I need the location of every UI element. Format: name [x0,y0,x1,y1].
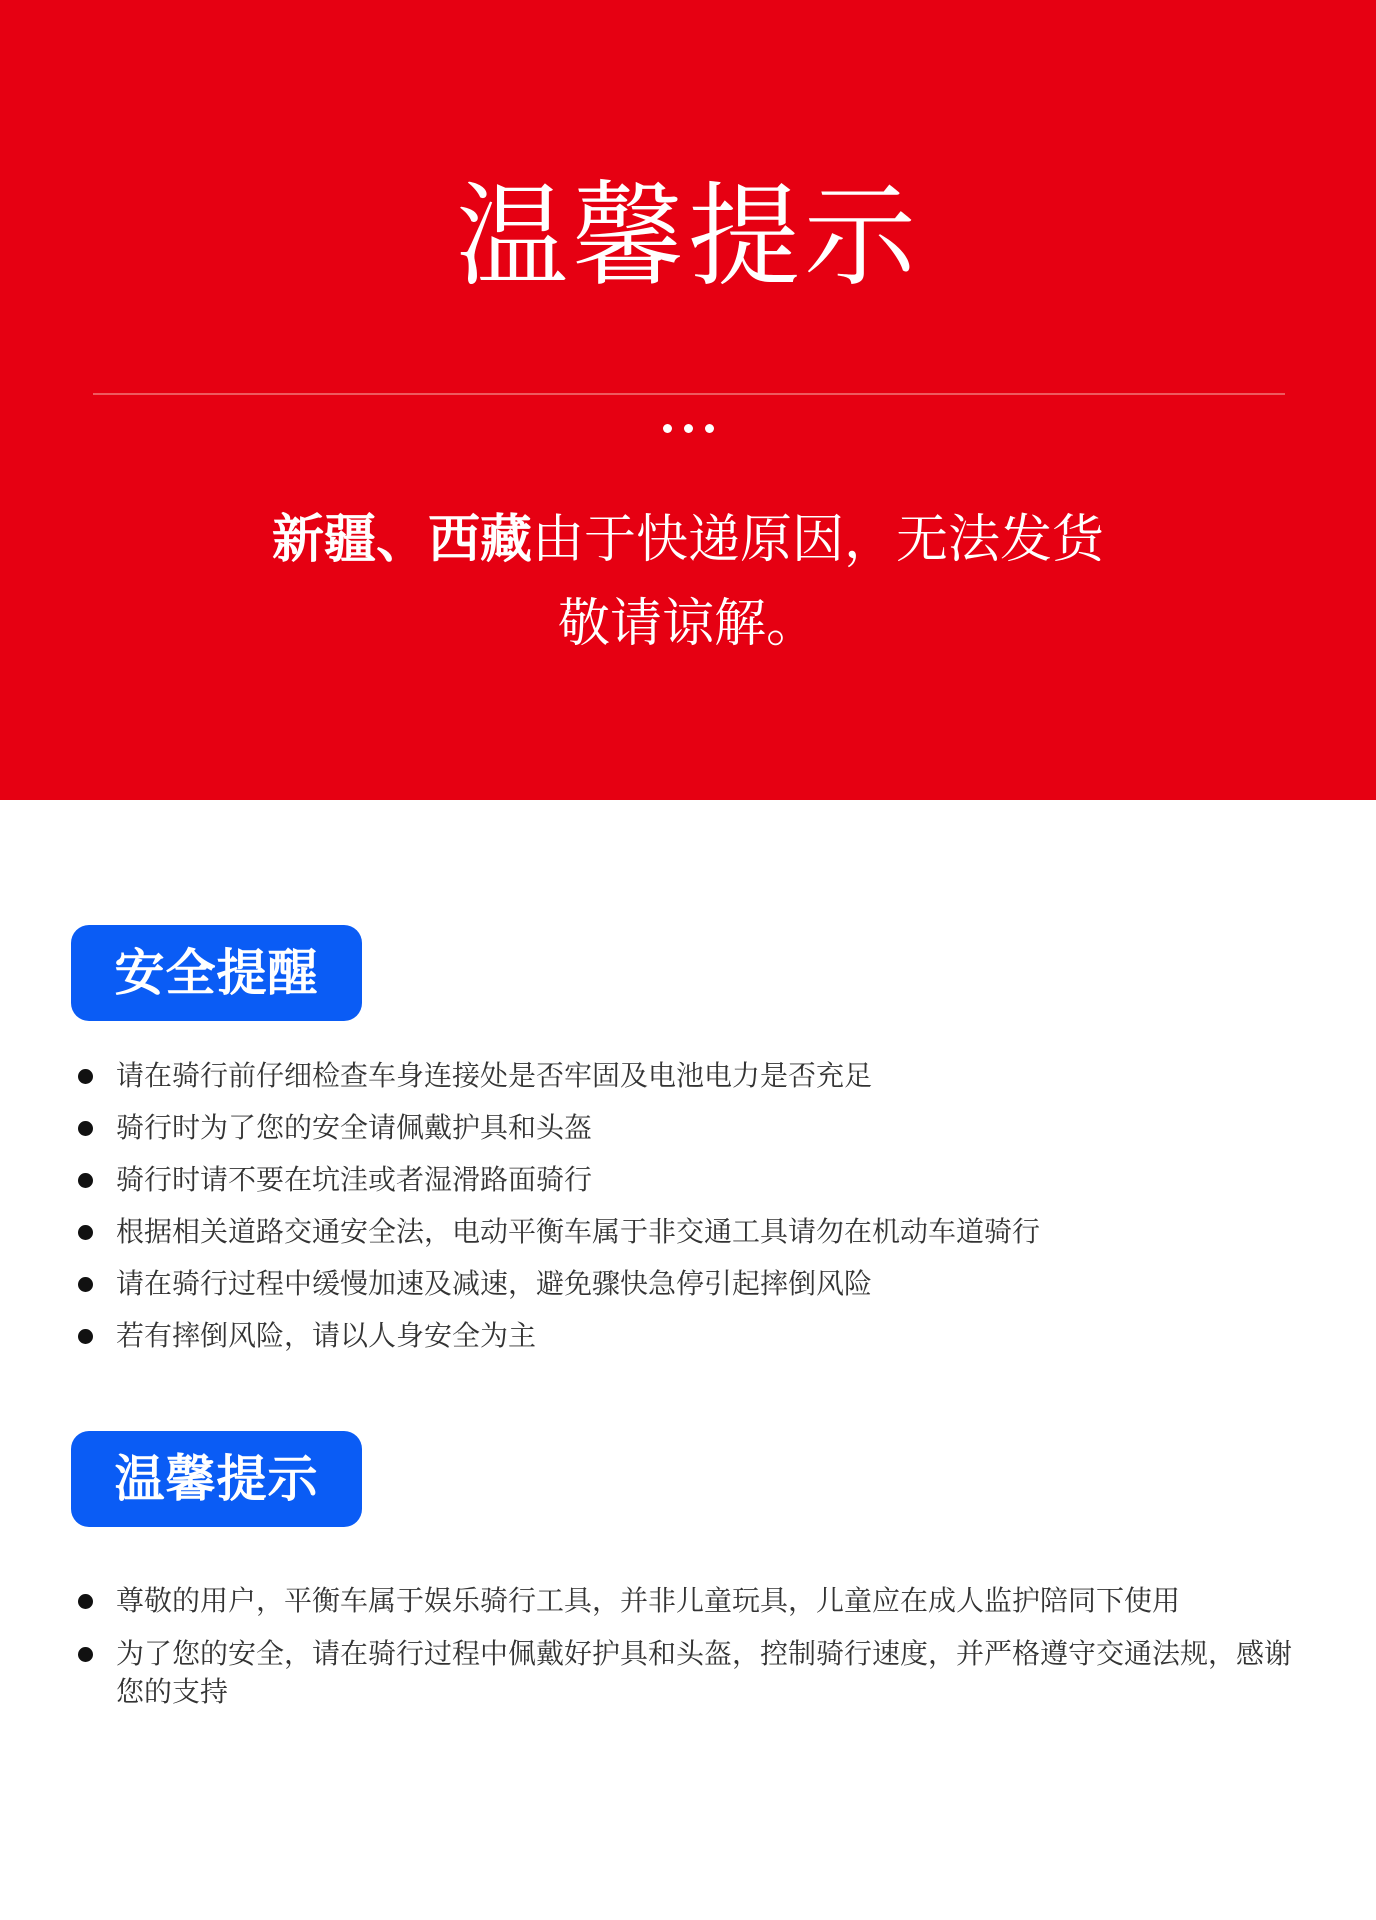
bullet-icon [78,1277,93,1292]
hero-banner [0,0,1376,800]
dot [705,424,714,433]
dot [684,424,693,433]
list-item [78,1582,1298,1620]
dot [663,424,672,433]
list-item-text: 尊敬的用户，平衡车属于娱乐骑行工具，并非儿童玩具，儿童应在成人监护陪同下使用 [116,1584,1181,1617]
list-item [78,1102,1298,1154]
list-item [78,1050,1298,1102]
bullet-icon [78,1121,93,1136]
bullet-icon [78,1069,93,1084]
warm-tips-list [78,1582,1298,1726]
bullet-icon [78,1173,93,1188]
list-item-text: 若有摔倒风险，请以人身安全为主 [116,1319,537,1352]
shipping-notice-text: 由于快递原因，无法发货 [532,510,1105,570]
safety-reminder-list [78,1050,1298,1362]
safety-reminder-badge: 安全提醒 [71,925,362,1021]
hero-divider [93,393,1285,395]
bullet-icon [78,1594,93,1609]
ellipsis-dots [0,424,1376,433]
bullet-icon [78,1329,93,1344]
list-item [78,1154,1298,1206]
list-item-text: 根据相关道路交通安全法，电动平衡车属于非交通工具请勿在机动车道骑行 [116,1215,1041,1248]
hero-title: 温馨提示 [456,172,920,302]
list-item [78,1310,1298,1362]
bullet-icon [78,1225,93,1240]
warm-tips-badge: 温馨提示 [71,1431,362,1527]
list-item [78,1635,1298,1711]
list-item-text: 请在骑行过程中缓慢加速及减速，避免骤快急停引起摔倒风险 [116,1267,873,1300]
shipping-notice [0,498,1376,666]
list-item-text: 骑行时请不要在坑洼或者湿滑路面骑行 [116,1163,593,1196]
shipping-notice-line2: 敬请谅解。 [557,594,818,654]
list-item-text: 请在骑行前仔细检查车身连接处是否牢固及电池电力是否充足 [116,1059,873,1092]
bullet-icon [78,1647,93,1662]
shipping-notice-line1 [0,498,1376,582]
list-item [78,1258,1298,1310]
list-item [78,1206,1298,1258]
list-item-text: 为了您的安全，请在骑行过程中佩戴好护具和头盔，控制骑行速度，并严格遵守交通法规，感谢您的支持 [116,1637,1293,1708]
region-highlight: 新疆、西藏 [271,510,532,570]
list-item-text: 骑行时为了您的安全请佩戴护具和头盔 [116,1111,593,1144]
